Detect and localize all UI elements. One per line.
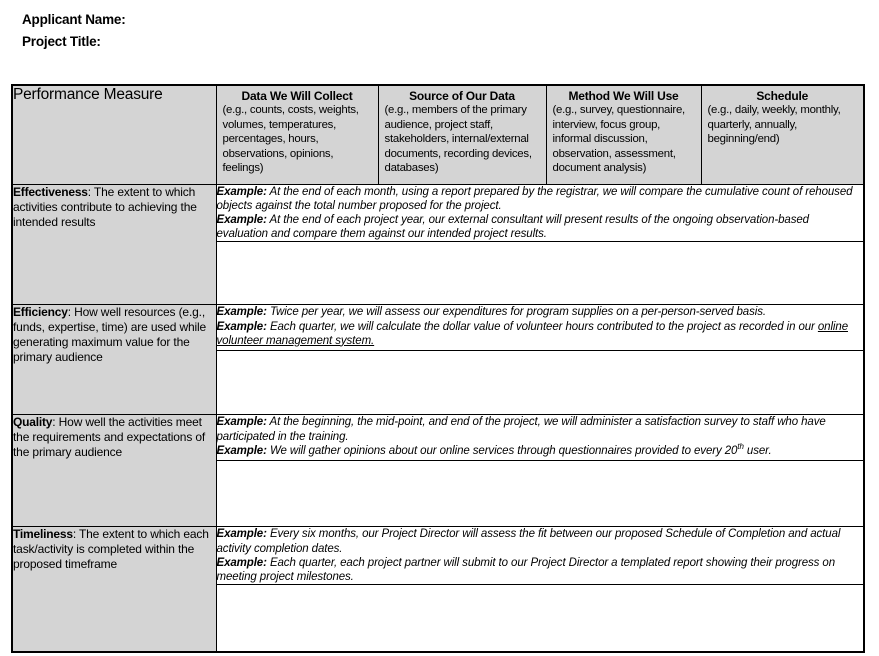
example-paragraph: Example: Every six months, our Project Director will assess the fit between our proposed Schedule of Completion and actual activity completion dates. (216, 528, 841, 555)
example-cell-quality (216, 415, 864, 461)
col-hint: (e.g., members of the primary audience, project staff, stakeholders, internal/external documents, recording devices, databases) (384, 104, 532, 175)
table-row (12, 305, 864, 351)
col-title: Schedule (756, 89, 809, 103)
col-header-data-we-will-collect (216, 85, 378, 184)
entry-cell-timeliness[interactable] (216, 585, 864, 652)
col-hint: (e.g., daily, weekly, monthly, quarterly, annually, beginning/end) (707, 104, 841, 146)
example-paragraph: Example: Twice per year, we will assess our expenditures for program supplies on a per-person-served basis. (216, 306, 766, 319)
measure-term: Efficiency (13, 305, 68, 320)
entry-cell-effectiveness[interactable] (216, 242, 864, 305)
col-header-source-of-our-data (378, 85, 546, 184)
example-paragraph: Example: Each quarter, each project partner will submit to our Project Director a templated report showing their progress on meeting project milestones. (216, 556, 835, 583)
table-row (12, 415, 864, 461)
measure-desc: : How well resources (e.g., funds, expertise, time) are used while generating maximum value for the primary audience (13, 305, 207, 365)
table-row (12, 527, 864, 585)
table-row (12, 184, 864, 242)
document-header (22, 9, 126, 53)
example-paragraph: Example: Each quarter, we will calculate the dollar value of volunteer hours contributed to the project as recorded in our online volunteer management system. (216, 320, 848, 347)
measure-cell-efficiency (12, 305, 216, 415)
example-paragraph: Example: At the end of each project year, our external consultant will present results of the ongoing observation-based evaluation and compare them against our intended project results. (216, 213, 809, 241)
table-header-row (12, 85, 864, 184)
col-hint: (e.g., survey, questionnaire, interview, focus group, informal discussion, observation, assessment, document analysis) (552, 104, 685, 175)
measure-term: Effectiveness (13, 184, 88, 199)
measure-desc: : The extent to which each task/activity is completed within the proposed timeframe (13, 527, 209, 572)
col-title: Source of Our Data (409, 89, 515, 103)
col-title: Method We Will Use (568, 89, 679, 103)
example-cell-efficiency (216, 305, 864, 351)
measure-cell-timeliness (12, 527, 216, 652)
performance-measure-table (11, 84, 865, 653)
entry-cell-efficiency[interactable] (216, 351, 864, 415)
entry-cell-quality[interactable] (216, 461, 864, 527)
col-title: Data We Will Collect (241, 89, 353, 103)
applicant-name-label: Applicant Name: (22, 12, 126, 27)
example-cell-effectiveness (216, 184, 864, 242)
col-header-method-we-will-use (546, 85, 701, 184)
measure-desc: : The extent to which activities contribute to achieving the intended results (13, 184, 197, 229)
measure-term: Timeliness (13, 527, 73, 542)
measure-desc: : How well the activities meet the requirements and expectations of the primary audience (13, 415, 206, 460)
example-cell-timeliness (216, 527, 864, 585)
example-paragraph: Example: At the end of each month, using a report prepared by the registrar, we will compare the cumulative count of rehoused objects against the total number proposed for the project. (216, 185, 853, 212)
measure-cell-quality (12, 415, 216, 527)
example-paragraph: Example: We will gather opinions about our online services through questionnaires provided to every 20th user. (216, 441, 772, 457)
example-paragraph: Example: At the beginning, the mid-point, and end of the project, we will administer a satisfaction survey to staff who have participated in the training. (216, 416, 826, 443)
project-title-label: Project Title: (22, 34, 101, 49)
col-hint: (e.g., counts, costs, weights, volumes, temperatures, percentages, hours, observations, opinions, feelings) (222, 104, 359, 175)
measure-term: Quality (13, 415, 53, 430)
measure-cell-effectiveness (12, 184, 216, 305)
col-header-performance-measure: Performance Measure (12, 85, 216, 184)
col-header-schedule (701, 85, 864, 184)
